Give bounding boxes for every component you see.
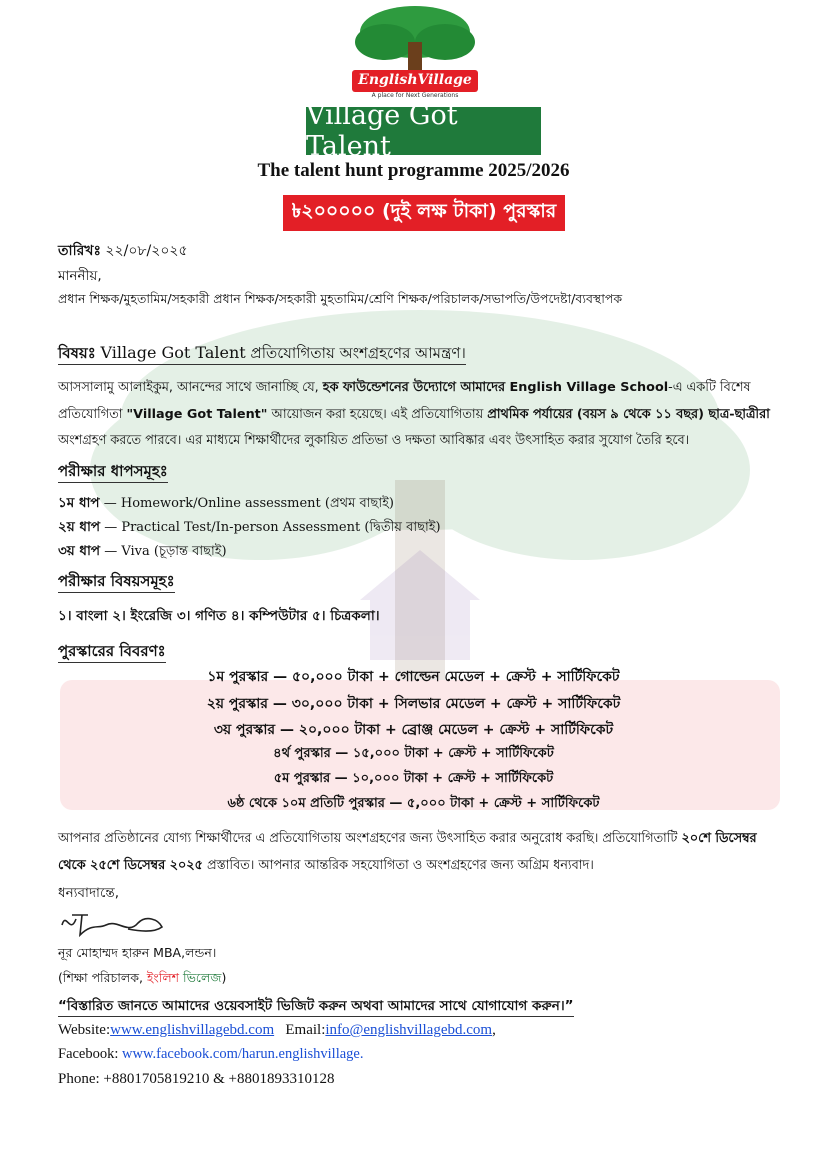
prize-banner	[283, 195, 565, 231]
closing-line-1	[58, 829, 757, 850]
subject-underline	[58, 344, 466, 365]
event-title-banner	[306, 100, 541, 162]
date-line	[58, 239, 188, 263]
prize-item: ৩য় পুরস্কার — ২০,০০০ টাকা + ব্রোঞ্জ মেডেল + ক্রেস্ট + সার্টিফিকেট	[213, 722, 614, 738]
closing-text-1b: ২০শে ডিসেম্বর	[681, 831, 757, 846]
phone-label: Phone:	[58, 1071, 100, 1087]
cta-line	[58, 995, 574, 1018]
contact-phone-line	[58, 1071, 335, 1088]
date-label: তারিখঃ	[58, 243, 101, 259]
intro-text-1c: -এ একটি বিশেষ	[668, 380, 751, 395]
logo-text: EnglishVillage	[358, 72, 472, 88]
intro-text-1b: হক ফাউন্ডেশনের উদ্যোগে আমাদের English Village School	[322, 380, 669, 395]
thanks-line: ধন্যবাদান্তে,	[58, 885, 119, 901]
intro-text-2d: প্রাথমিক পর্যায়ের (বয়স ৯ থেকে ১১ বছর) ছাত্র-ছাত্রীরা	[487, 407, 770, 422]
contact-website-line	[58, 1022, 496, 1039]
intro-line-1	[58, 378, 751, 399]
prizes-heading: পুরস্কারের বিবরণঃ	[58, 642, 166, 663]
role-suffix: )	[221, 970, 227, 985]
logo-tagline: A place for Next Generations	[371, 92, 459, 99]
website-link[interactable]: www.englishvillagebd.com	[110, 1022, 275, 1038]
closing-line-2	[58, 856, 594, 877]
intro-line-3: অংশগ্রহণ করতে পারবে। এর মাধ্যমে শিক্ষার্থীদের লুকায়িত প্রতিভা ও দক্ষতা আবিষ্কার এবং উৎসাহিত করার সুযোগ তৈরি হবে।	[58, 433, 690, 448]
stage-item	[58, 516, 441, 539]
subjects-heading-wrap	[58, 570, 175, 595]
contact-facebook-line	[58, 1046, 364, 1063]
english-village-logo	[340, 2, 490, 102]
intro-text-2c: আয়োজন করা হয়েছে। এই প্রতিযোগিতায়	[271, 407, 484, 422]
stage-text: — Viva (চূড়ান্ত বাছাই)	[100, 544, 227, 559]
subject-event: Village Got Talent	[100, 343, 246, 362]
email-link[interactable]: info@englishvillagebd.com	[325, 1022, 493, 1038]
email-label: Email:	[285, 1022, 326, 1038]
subject-label: বিষয়ঃ	[58, 344, 96, 362]
date-value: ২২/০৮/২০২৫	[105, 243, 188, 259]
prize-item: ৪র্থ পুরস্কার — ১৫,০০০ টাকা + ক্রেস্ট + সার্টিফিকেট	[273, 746, 554, 761]
facebook-label: Facebook:	[58, 1046, 119, 1062]
signatory-name: নূর মোহাম্মদ হারুন MBA,লন্ডন।	[58, 945, 217, 960]
closing-text-2a: থেকে ২৫শে ডিসেম্বর ২০২৫	[58, 858, 203, 873]
intro-text-2b: "Village Got Talent"	[126, 407, 268, 422]
intro-line-2	[58, 405, 770, 426]
prize-item: ১ম পুরস্কার — ৫০,০০০ টাকা + গোল্ডেন মেডেল + ক্রেস্ট + সার্টিফিকেট	[207, 669, 620, 685]
prizes-heading-wrap	[58, 640, 166, 665]
prize-item: ৬ষ্ঠ থেকে ১০ম প্রতিটি পুরস্কার — ৫,০০০ টাকা + ক্রেস্ট + সার্টিফিকেট	[227, 796, 600, 811]
signature-icon	[58, 905, 168, 941]
intro-text-2a: প্রতিযোগিতা	[58, 407, 123, 422]
website-label: Website:	[58, 1022, 111, 1038]
subject-line	[58, 342, 466, 367]
stage-item	[58, 540, 227, 563]
stages-heading-wrap	[58, 460, 168, 485]
stage-label: ২য় ধাপ	[58, 519, 101, 535]
cta-text: “বিস্তারিত জানতে আমাদের ওয়েবসাইট ভিজিট করুন অথবা আমাদের সাথে যোগাযোগ করুন।”	[58, 998, 574, 1017]
phone-numbers: +8801705819210 & +8801893310128	[103, 1071, 335, 1087]
email-suffix: ,	[492, 1022, 496, 1038]
signatory-role	[58, 970, 226, 990]
stage-text: — Practical Test/In-person Assessment (দ্বিতীয় বাছাই)	[100, 520, 441, 535]
role-org-red: ইংলিশ	[146, 970, 180, 985]
intro-text-1a: আসসালামু আলাইকুম, আনন্দের সাথে জানাচ্ছি যে,	[58, 380, 319, 395]
stages-heading: পরীক্ষার ধাপসমূহঃ	[58, 462, 168, 483]
role-prefix: (শিক্ষা পরিচালক,	[58, 970, 147, 985]
subjects-heading: পরীক্ষার বিষয়সমূহঃ	[58, 572, 175, 593]
stage-label: ১ম ধাপ	[58, 495, 100, 511]
recipients: প্রধান শিক্ষক/মুহতামিম/সহকারী প্রধান শিক্ষক/সহকারী মুহতামিম/শ্রেণি শিক্ষক/পরিচালক/সভাপতি/উপদেষ্টা/ব্যবস্থাপক	[58, 291, 623, 306]
stage-label: ৩য় ধাপ	[58, 543, 101, 559]
subjects-list: ১। বাংলা ২। ইংরেজি ৩। গণিত ৪। কম্পিউটার ৫। চিত্রকলা।	[58, 608, 380, 624]
closing-text-2b: প্রস্তাবিত। আপনার আন্তরিক সহযোগিতা ও অংশগ্রহণের জন্য অগ্রিম ধন্যবাদ।	[206, 858, 594, 873]
subject-rest: প্রতিযোগিতায় অংশগ্রহণের আমন্ত্রণ।	[250, 344, 466, 362]
salutation: মাননীয়,	[58, 268, 102, 284]
event-title: Village Got Talent	[306, 100, 458, 162]
closing-text-1a: আপনার প্রতিষ্ঠানের যোগ্য শিক্ষার্থীদের এ প্রতিযোগিতায় অংশগ্রহণের জন্য উৎসাহিত করার অনুরোধ করছি। প্রতিযোগিতাটি	[58, 831, 678, 846]
prize-item: ৫ম পুরস্কার — ১০,০০০ টাকা + ক্রেস্ট + সার্টিফিকেট	[273, 771, 554, 786]
stage-item	[58, 492, 394, 515]
facebook-link[interactable]: www.facebook.com/harun.englishvillage.	[122, 1046, 364, 1062]
stage-text: — Homework/Online assessment (প্রথম বাছাই)	[99, 496, 394, 511]
prize-item: ২য় পুরস্কার — ৩০,০০০ টাকা + সিলভার মেডেল + ক্রেস্ট + সার্টিফিকেট	[206, 696, 621, 712]
prize-banner-text: ৳২০০০০০ (দুই লক্ষ টাকা) পুরস্কার	[291, 200, 557, 222]
programme-subtitle: The talent hunt programme 2025/2026	[257, 160, 570, 181]
role-org-green: ভিলেজ	[183, 970, 222, 985]
